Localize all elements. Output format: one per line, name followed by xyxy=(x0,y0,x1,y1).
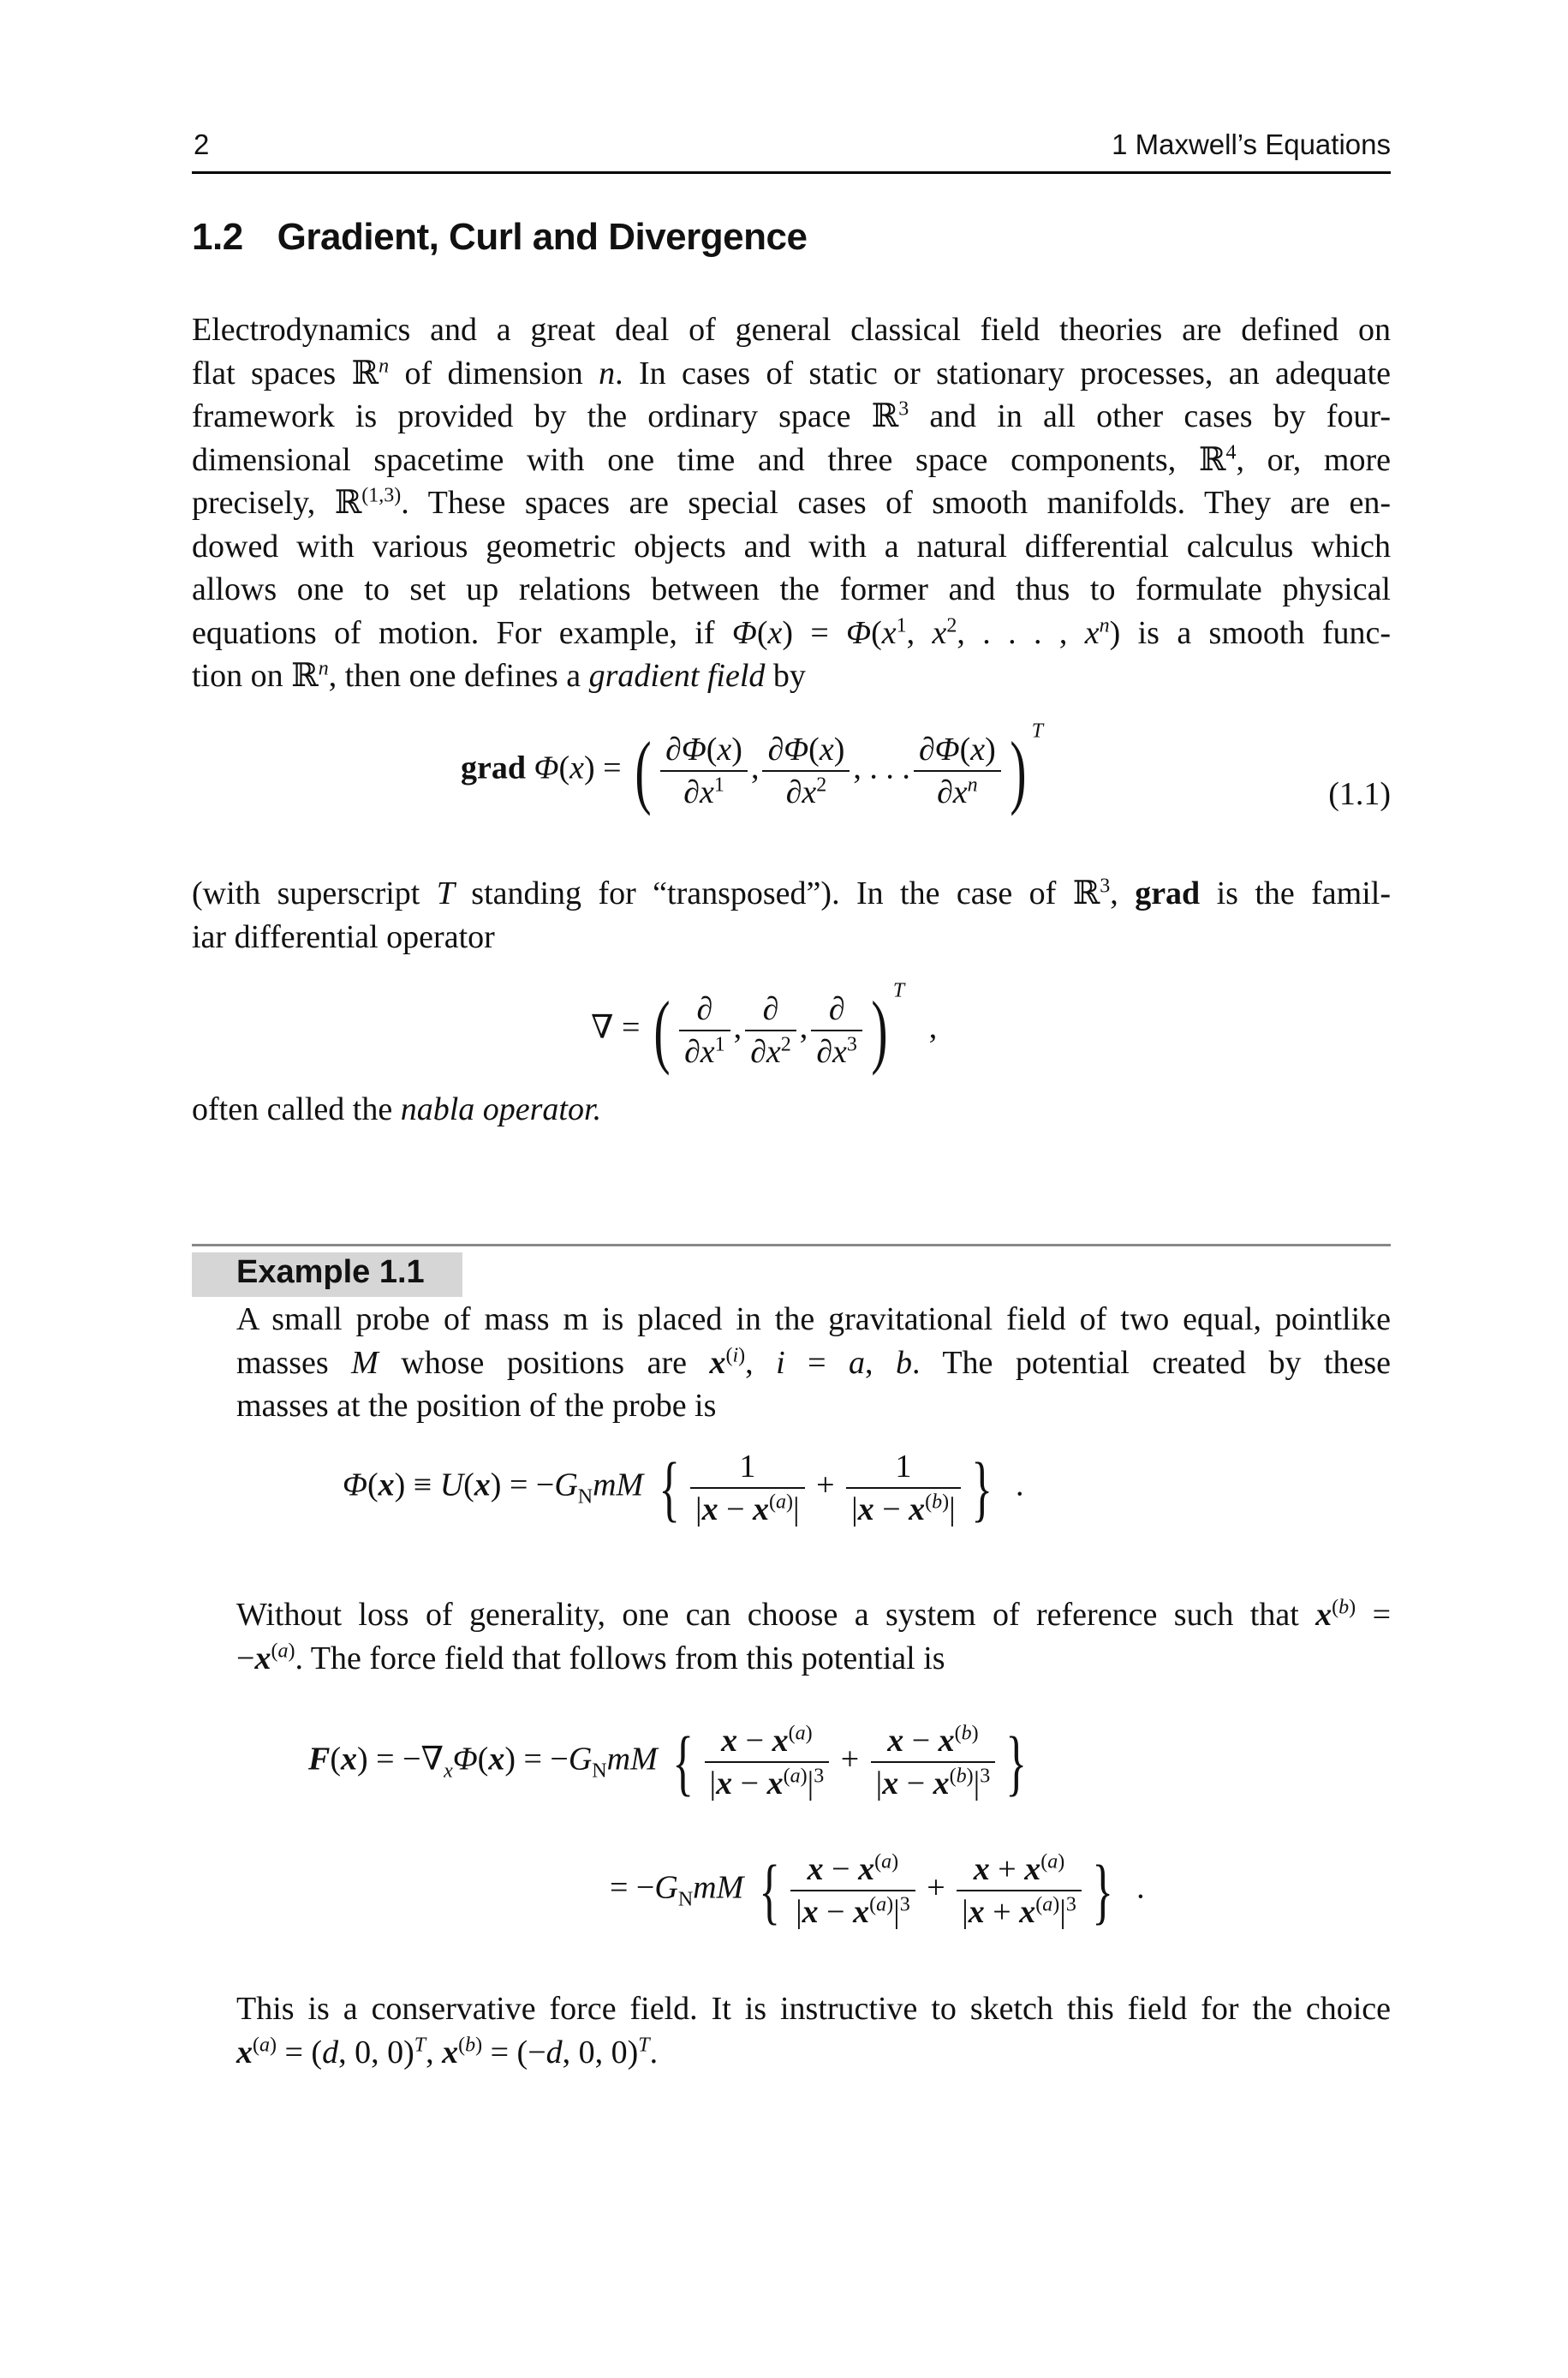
example-paragraph-2 xyxy=(236,1593,1391,1680)
equation-gradient: grad Φ(x) = ( $\frac{\partial\Phi(x)}{\partial x^1}$ , $\frac{\partial\Phi(x)}{\partial x^2}$ , . . . $\frac{\partial\Phi(x)}{\partial x^n}$ ) $^T$ xyxy=(461,720,1044,816)
text-line: A small probe of mass m is placed in the gravitational field of two equal, pointlike xyxy=(236,1301,1391,1337)
equation-number: (1.1) xyxy=(1328,776,1391,812)
equation-force-2: = $-G_NmM$ { $\frac{x - x^{(a)}}{|x - x^{(a)}|^3}$ + $\frac{x + x^{(a)}}{|x + x^{(a)}|^3}$ } . xyxy=(610,1849,1145,1932)
text-line: flat spaces ℝ$^n$ of dimension n. In cases of static or stationary processes, an adequate xyxy=(192,354,1392,391)
text-line: masses at the position of the probe is xyxy=(236,1388,717,1424)
text-line: precisely, ℝ$^{(1,3)}$. These spaces are special cases of smooth manifolds. They are en- xyxy=(192,484,1391,521)
running-title: 1 Maxwell’s Equations xyxy=(1112,128,1391,160)
text-line: masses M whose positions are $x^{(i)}$, i = a, b. The potential created by these xyxy=(236,1343,1392,1381)
example-paragraph-1 xyxy=(236,1298,1391,1428)
text-line: allows one to set up relations between the former and thus to formulate physical xyxy=(192,571,1391,607)
paragraph-intro xyxy=(192,308,1391,698)
header-rule xyxy=(192,171,1391,174)
text-line: often called the nabla operator. xyxy=(192,1091,602,1127)
paragraph-nabla xyxy=(192,1088,1391,1132)
equation-potential: $\Phi(x) \equiv U(x) = -G_NmM$ { $\frac{1}{|x - x^{(a)}|}$ + $\frac{1}{|x - x^{(b)}|}$ } . xyxy=(343,1447,1024,1529)
example-title: Example 1.1 xyxy=(236,1254,425,1290)
text-line: dimensional spacetime with one time and three space components, ℝ$^4$, or, more xyxy=(192,440,1391,478)
section-number: 1.2 xyxy=(192,216,243,258)
section-heading xyxy=(192,216,807,259)
text-line: This is a conservative force field. It is instructive to sketch this field for the choice xyxy=(236,1991,1391,2027)
text-line: $x^{(a)} = (d$, 0, 0)$^T$, $x^{(b)} = (-d$, 0, 0)$^T$. xyxy=(236,2033,659,2070)
text-line: Without loss of generality, one can choose a system of reference such that $x^{(b)}$ = xyxy=(236,1596,1392,1633)
page-number: 2 xyxy=(194,128,210,160)
equation-force-1: $F(x) = -\nabla_x\Phi(x) = -G_NmM$ { $\frac{x - x^{(a)}}{|x - x^{(a)}|^3}$ + $\frac{x - x^{(b)}}{|x - x^{(b)}|^3}$ } xyxy=(308,1721,1028,1803)
example-rule xyxy=(192,1244,1391,1246)
section-title: Gradient, Curl and Divergence xyxy=(277,216,808,258)
text-line: dowed with various geometric objects and with a natural differential calculus which xyxy=(192,528,1391,565)
paragraph-grad xyxy=(192,872,1391,959)
equation-nabla: ∇ = ( $\frac{\partial}{\partial x^1}$ , $\frac{\partial}{\partial x^2}$ , $\frac{\partial}{\partial x^3}$ ) $^T$ , xyxy=(591,979,938,1076)
text-line: $-x^{(a)}$. The force field that follows from this potential is xyxy=(236,1639,945,1676)
text-line: (with superscript T standing for “transposed”). In the case of ℝ$^3$, grad is the famil- xyxy=(192,875,1391,911)
text-line: tion on ℝ$^n$, then one defines a gradient field by xyxy=(192,657,806,694)
text-line: iar differential operator xyxy=(192,918,495,955)
text-line: framework is provided by the ordinary space ℝ$^3$ and in all other cases by four- xyxy=(192,397,1391,434)
example-paragraph-3 xyxy=(236,1987,1391,2074)
text-line: Electrodynamics and a great deal of general classical field theories are defined on xyxy=(192,312,1391,348)
text-line: equations of motion. For example, if $\Phi(x) = \Phi(x^1$, $x^2$, . . . , $x^n$) is a smooth func- xyxy=(192,613,1392,651)
